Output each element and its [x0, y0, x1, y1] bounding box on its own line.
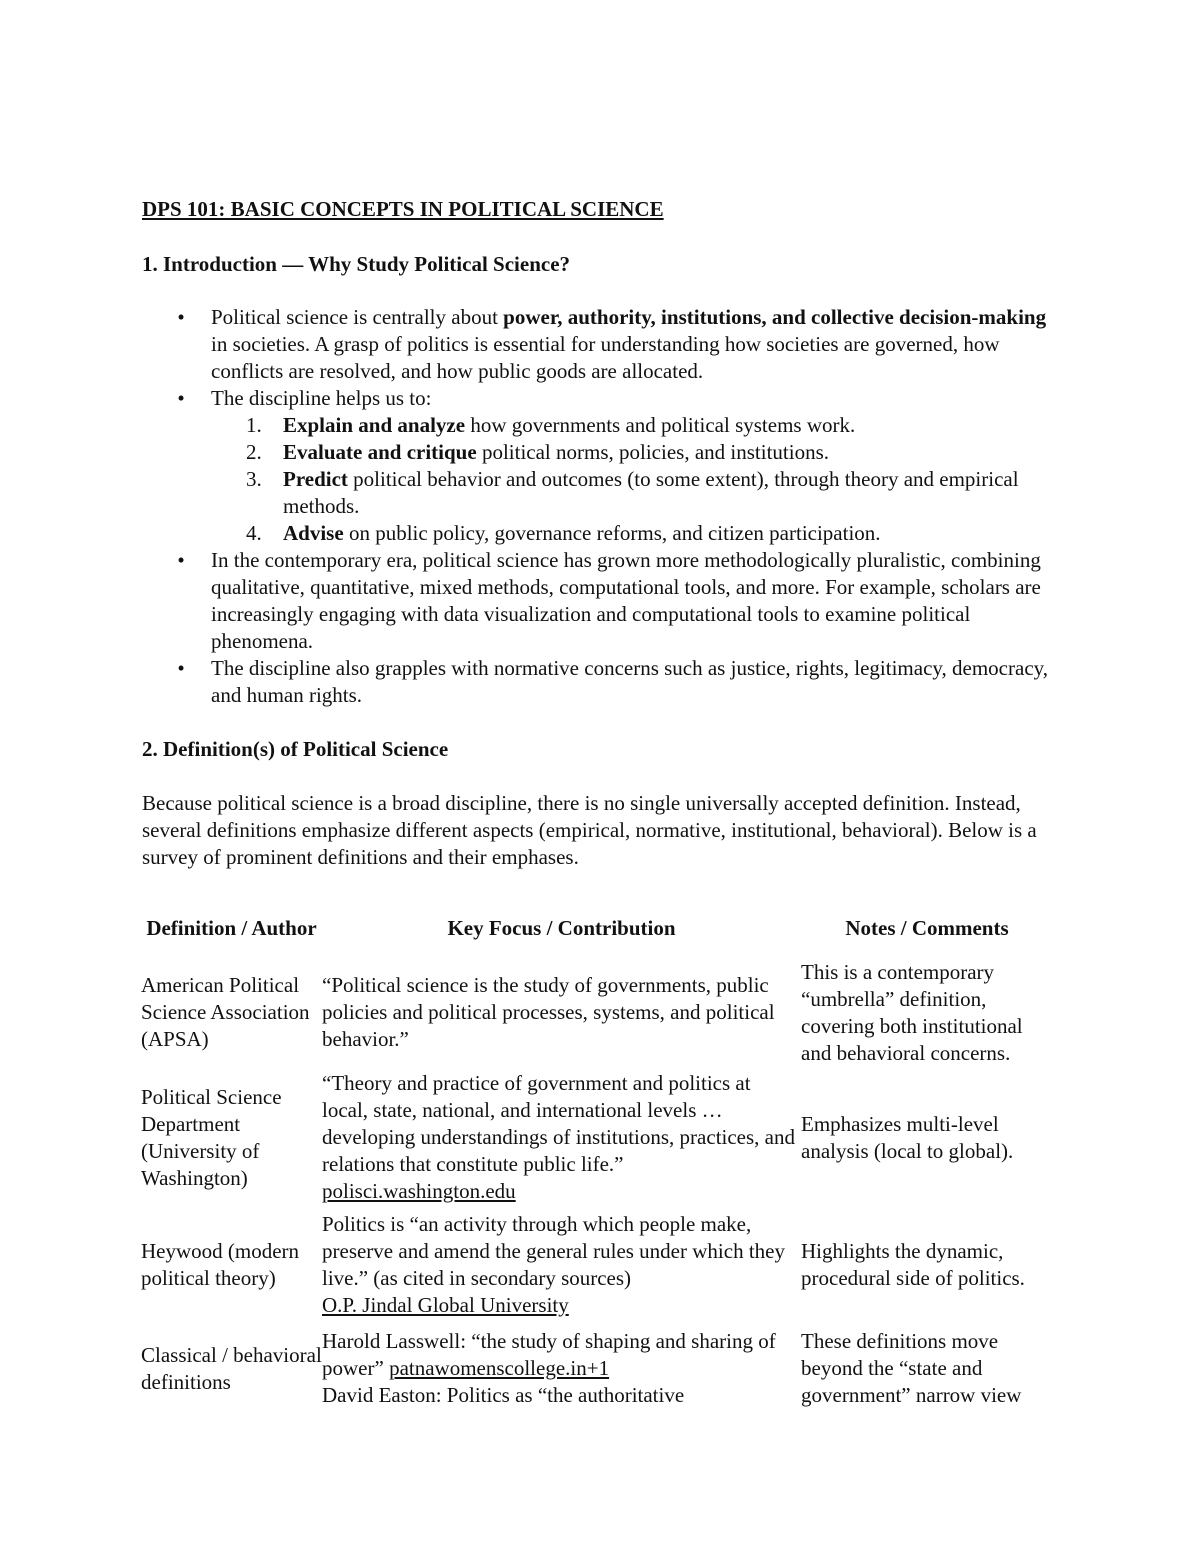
table-header-author: Definition / Author: [146, 915, 317, 940]
bullet-text-continued: in societies. A grasp of politics is essential for understanding how societies are governed, how conflicts are resolved, and how public goods are allocated.: [211, 332, 1000, 383]
source-link[interactable]: O.P. Jindal Global University: [322, 1292, 569, 1317]
source-link[interactable]: polisci.washington.edu: [322, 1179, 516, 1203]
item-text: how governments and political systems work.: [465, 413, 856, 437]
bullet-icon: •: [177, 548, 185, 572]
item-number: 3.: [246, 467, 262, 491]
section-1-bullet-list: [142, 304, 1062, 709]
table-header-notes: Notes / Comments: [845, 915, 1009, 940]
cell-notes: This is a contemporary “umbrella” definition, covering both institutional and behavioral concerns.: [801, 959, 1023, 1065]
cell-author: Heywood (modern political theory): [141, 1238, 300, 1290]
item-bold-text: Explain and analyze: [283, 413, 466, 437]
section-1-heading: 1. Introduction — Why Study Political Science?: [142, 252, 571, 276]
table-row: [141, 1323, 1053, 1409]
item-number: 4.: [246, 521, 262, 545]
cell-focus: “Political science is the study of governments, public policies and political processes, systems, and political behavior.”: [322, 973, 775, 1051]
item-text: political behavior and outcomes (to some extent), through theory and empirical methods.: [283, 467, 1019, 518]
cell-focus: “Theory and practice of government and politics at local, state, national, and international levels … developing understandings of institutions, practices, and relations that constitute public life.”: [322, 1071, 795, 1176]
cell-focus-container: [322, 1069, 801, 1206]
numbered-list: [211, 412, 1062, 547]
item-bold-text: Predict: [283, 467, 348, 491]
cell-focus-container: [322, 1323, 801, 1409]
document-page: [142, 196, 1062, 1409]
item-bold-text: Advise: [283, 521, 344, 545]
section-2-heading: 2. Definition(s) of Political Science: [142, 737, 449, 761]
bullet-item-discipline-helps: [142, 385, 1062, 547]
table-header-focus: Key Focus / Contribution: [447, 915, 676, 940]
numbered-item-predict: [142, 466, 1062, 520]
table-row: [141, 1206, 1053, 1323]
bullet-icon: •: [177, 656, 185, 680]
item-number: 2.: [246, 440, 262, 464]
bullet-text: Political science is centrally about: [211, 305, 504, 329]
bullet-bold-text: power, authority, institutions, and collective decision-making: [503, 305, 1047, 329]
item-number: 1.: [246, 413, 262, 437]
cell-focus: Harold Lasswell: “the study of shaping and sharing of power”: [322, 1329, 776, 1380]
cell-focus-container: [322, 1206, 801, 1323]
bullet-icon: •: [177, 386, 185, 410]
numbered-item-explain: [142, 412, 1062, 439]
cell-notes: Highlights the dynamic, procedural side of politics.: [801, 1238, 1025, 1290]
item-text: on public policy, governance reforms, and citizen participation.: [343, 521, 881, 545]
numbered-item-advise: [142, 520, 1062, 547]
cell-notes: These definitions move beyond the “state and government” narrow view: [801, 1329, 1022, 1407]
cell-author: American Political Science Association (APSA): [141, 973, 310, 1051]
table-row: [141, 956, 1053, 1069]
item-text: political norms, policies, and institutions.: [476, 440, 829, 464]
table-row: [141, 1069, 1053, 1206]
bullet-text: The discipline helps us to:: [211, 386, 432, 410]
cell-notes: Emphasizes multi-level analysis (local to global).: [801, 1111, 1014, 1163]
document-title: DPS 101: BASIC CONCEPTS IN POLITICAL SCIENCE: [142, 197, 664, 221]
bullet-icon: •: [177, 305, 185, 329]
bullet-item-normative: [142, 655, 1062, 709]
cell-author: Political Science Department (University of Washington): [141, 1084, 282, 1190]
bullet-item-power: [142, 304, 1062, 385]
numbered-item-evaluate: [142, 439, 1062, 466]
definitions-table: [141, 898, 1053, 1409]
source-link[interactable]: patnawomenscollege.in+1: [389, 1356, 610, 1380]
cell-focus: Politics is “an activity through which people make, preserve and amend the general rules under which they live.” (as cited in secondary sources): [322, 1211, 785, 1290]
cell-author: Classical / behavioral definitions: [141, 1342, 322, 1394]
bullet-text: In the contemporary era, political science has grown more methodologically pluralistic, combining qualitative, quantitative, mixed methods, computational tools, and more. For example, scholars are increasingly engaging with data visualization and computational tools to examine political phenomena.: [211, 548, 1041, 653]
item-bold-text: Evaluate and critique: [283, 440, 477, 464]
cell-focus-continued: David Easton: Politics as “the authoritative: [322, 1383, 685, 1407]
section-2-intro-paragraph: Because political science is a broad discipline, there is no single universally accepted definition. Instead, several definitions emphasize different aspects (empirical, normative, institutional, behavioral). Below is a survey of prominent definitions and their emphases.: [142, 791, 1037, 869]
table-header-row: [141, 898, 1053, 956]
bullet-text: The discipline also grapples with normative concerns such as justice, rights, legitimacy, democracy, and human rights.: [211, 656, 1049, 707]
bullet-item-contemporary-era: [142, 547, 1062, 655]
